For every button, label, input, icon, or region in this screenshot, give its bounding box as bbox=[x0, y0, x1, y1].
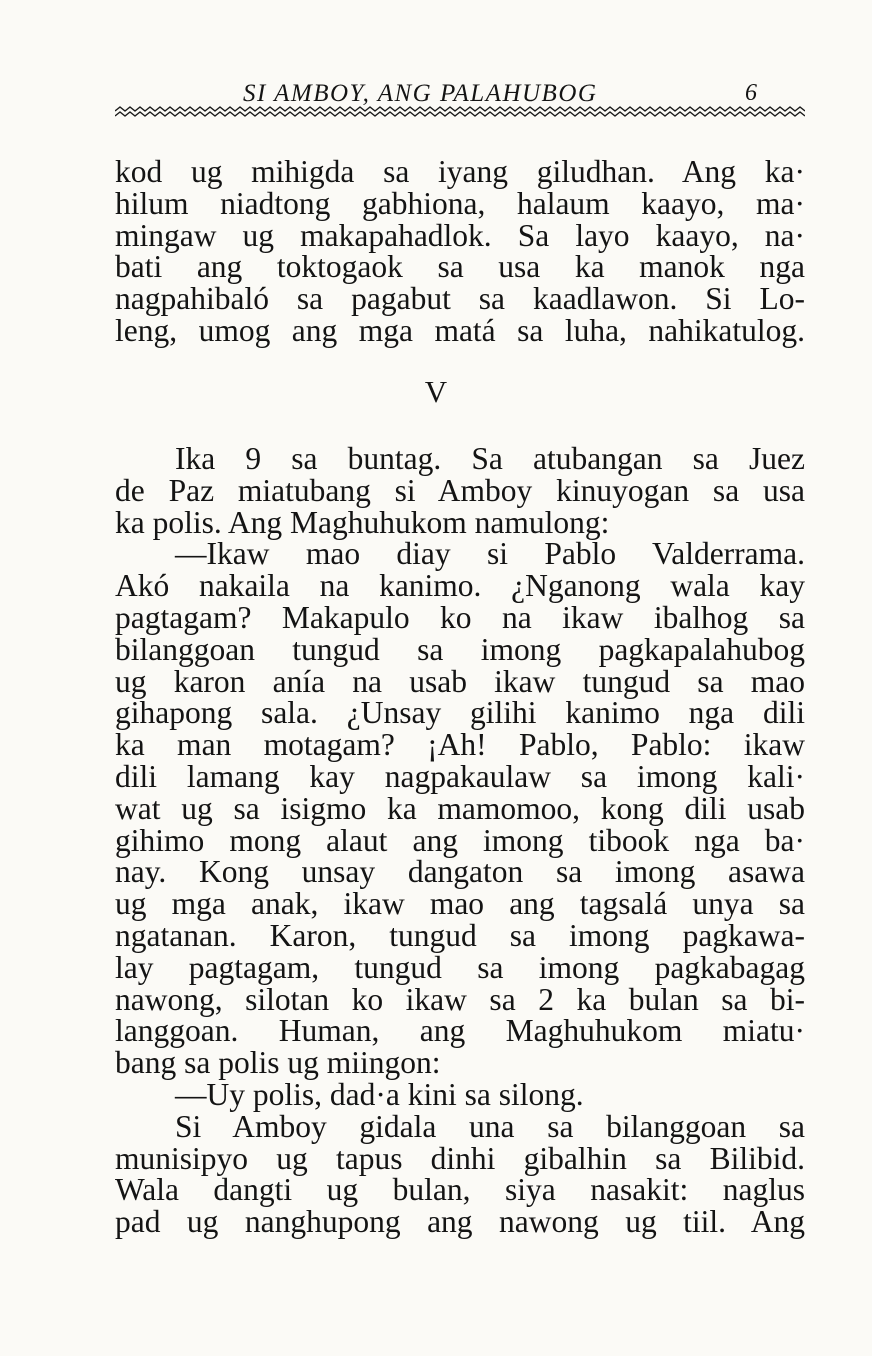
decorative-wavy-rule bbox=[115, 105, 805, 119]
text-line: ug karon anía na usab ikaw tungud sa mao bbox=[115, 663, 805, 699]
text-line: de Paz miatubang si Amboy kinuyogan sa usa bbox=[115, 472, 805, 508]
text-line: kod ug mihigda sa iyang giludhan. Ang ka· bbox=[115, 154, 805, 189]
text-line: bati ang toktogaok sa usa ka manok nga bbox=[115, 249, 805, 285]
text-line: —Ikaw mao diay si Pablo Valderrama. bbox=[175, 536, 805, 572]
text-line: langgoan. Human, ang Maghuhukom miatu· bbox=[115, 1013, 805, 1049]
text-line: hilum niadtong gabhiona, halaum kaayo, ma· bbox=[115, 185, 805, 221]
text-line: ka man motagam? ¡Ah! Pablo, Pablo: ikaw bbox=[115, 727, 805, 763]
text-line: Si Amboy gidala una sa bilanggoan sa bbox=[175, 1108, 805, 1144]
section-body bbox=[115, 443, 805, 1238]
text-line: gihimo mong alaut ang imong tibook nga ba· bbox=[115, 822, 805, 858]
text-line: nawong, silotan ko ikaw sa 2 ka bulan sa bi- bbox=[115, 981, 805, 1017]
paragraph-continuation bbox=[115, 156, 805, 347]
text-line: nay. Kong unsay dangaton sa imong asawa bbox=[115, 854, 805, 890]
text-line: Wala dangti ug bulan, siya nasakit: naglus bbox=[115, 1172, 805, 1208]
text-line: bang sa polis ug miingon: bbox=[115, 1045, 441, 1081]
text-line: lay pagtagam, tungud sa imong pagkabagag bbox=[115, 949, 805, 985]
section-heading: V bbox=[424, 374, 448, 409]
text-line: ka polis. Ang Maghuhukom namulong: bbox=[115, 504, 610, 540]
text-line: ngatanan. Karon, tungud sa imong pagkawa- bbox=[115, 917, 805, 953]
text-line: Ika 9 sa buntag. Sa atubangan sa Juez bbox=[175, 441, 805, 476]
text-line: mingaw ug makapahadlok. Sa layo kaayo, na· bbox=[115, 217, 805, 253]
text-line: leng, umog ang mga matá sa luha, nahikatulog. bbox=[115, 312, 805, 348]
text-line: nagpahibaló sa pagabut sa kaadlawon. Si Lo- bbox=[115, 281, 805, 317]
text-line: ug mga anak, ikaw mao ang tagsalá unya sa bbox=[115, 886, 805, 922]
text-line: —Uy polis, dad·a kini sa silong. bbox=[175, 1076, 584, 1112]
text-line: wat ug sa isigmo ka mamomoo, kong dili usab bbox=[115, 790, 805, 826]
text-line: gihapong sala. ¿Unsay gilihi kanimo nga dili bbox=[115, 695, 805, 731]
text-line: pad ug nanghupong ang nawong ug tiil. Ang bbox=[115, 1204, 805, 1240]
text-line: munisipyo ug tapus dinhi gibalhin sa Bilibid. bbox=[115, 1140, 805, 1176]
text-line: Akó nakaila na kanimo. ¿Nganong wala kay bbox=[115, 568, 805, 604]
text-line: pagtagam? Makapulo ko na ikaw ibalhog sa bbox=[115, 599, 805, 635]
text-line: dili lamang kay nagpakaulaw sa imong kali· bbox=[115, 758, 805, 794]
running-header bbox=[115, 80, 805, 112]
text-line: bilanggoan tungud sa imong pagkapalahubog bbox=[115, 631, 805, 667]
running-title: SI AMBOY, ANG PALAHUBOG bbox=[243, 80, 598, 107]
page-number: 6 bbox=[745, 80, 757, 106]
